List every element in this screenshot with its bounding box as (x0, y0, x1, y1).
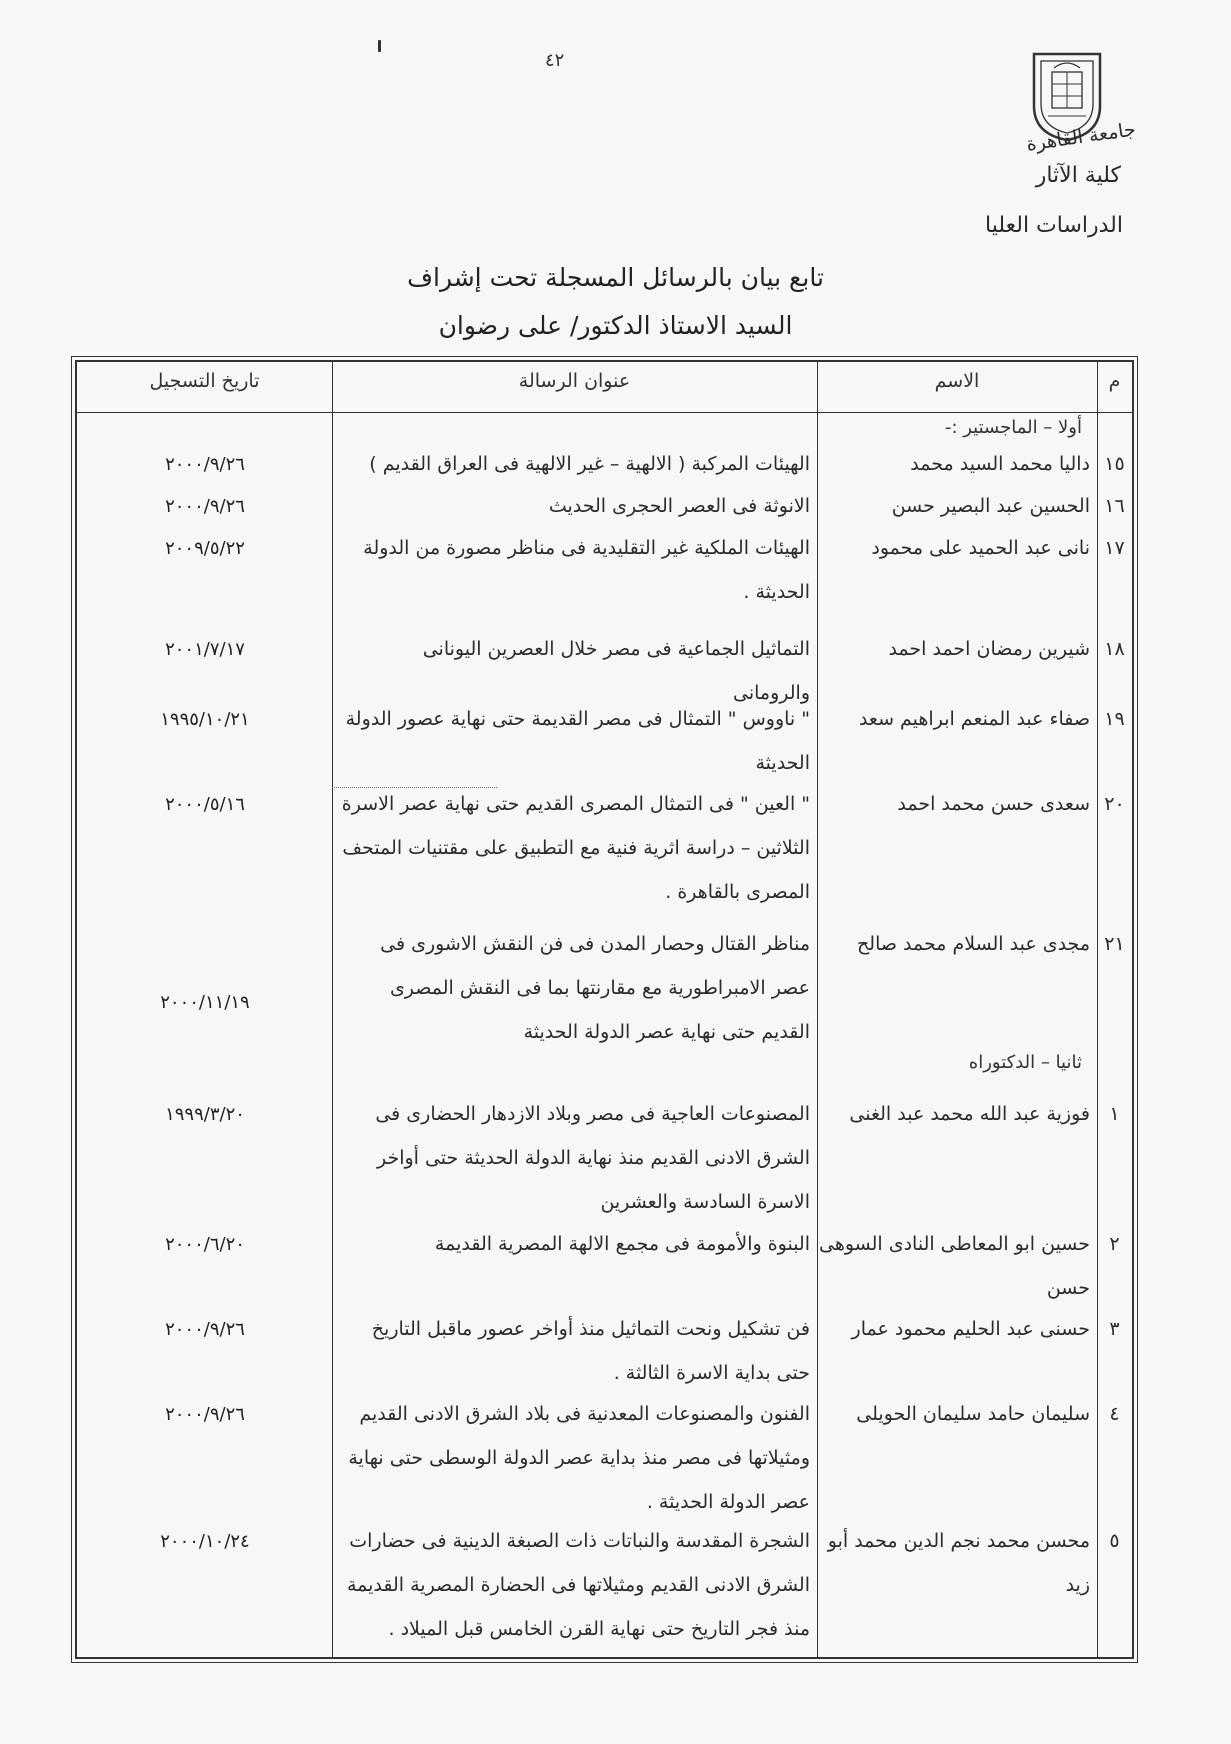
student-name: الحسين عبد البصير حسن (891, 495, 1090, 517)
thesis-title: " ناووس " التمثال فى مصر القديمة حتى نهاية عصور الدولة الحديثة (345, 708, 810, 774)
row-number: ١ (1109, 1103, 1120, 1125)
header-divider (77, 412, 1132, 413)
department-name: الدراسات العليا (985, 213, 1123, 238)
document-title-line1: تابع بيان بالرسائل المسجلة تحت إشراف (407, 263, 824, 292)
student-name: صفاء عبد المنعم ابراهيم سعد (858, 708, 1090, 730)
registration-date: ٢٠٠٠/٦/٢٠ (165, 1234, 245, 1255)
row-number: ٣ (1109, 1318, 1120, 1340)
row-number: ١٨ (1104, 638, 1125, 660)
student-name: حسين ابو المعاطى النادى السوهى حسن (818, 1233, 1090, 1299)
row-number: ٤ (1109, 1403, 1120, 1425)
university-name: جامعة القاهرة (1024, 118, 1137, 156)
thesis-title: فن تشكيل ونحت التماثيل منذ أواخر عصور ماقبل التاريخ حتى بداية الاسرة الثالثة . (371, 1318, 810, 1384)
row-number: ٢٠ (1104, 793, 1125, 815)
registration-date: ٢٠٠٠/٩/٢٦ (165, 1404, 245, 1425)
student-name: نانى عبد الحميد على محمود (871, 537, 1090, 559)
student-name: فوزية عبد الله محمد عبد الغنى (849, 1103, 1090, 1125)
row-number: ٢ (1109, 1233, 1120, 1255)
header-date: تاريخ التسجيل (149, 370, 260, 392)
student-name: محسن محمد نجم الدين محمد أبو زيد (827, 1530, 1090, 1596)
registration-date: ٢٠٠٠/٩/٢٦ (165, 454, 245, 475)
row-number: ١٦ (1104, 495, 1125, 517)
header-num: م (1108, 370, 1121, 392)
thesis-title: الانوثة فى العصر الحجرى الحديث (548, 495, 810, 517)
registration-date: ٢٠٠٠/١١/١٩ (160, 992, 250, 1013)
thesis-title: البنوة والأمومة فى مجمع الالهة المصرية القديمة (434, 1233, 810, 1255)
thesis-title: الشجرة المقدسة والنباتات ذات الصبغة الدينية فى حضارات الشرق الادنى القديم ومثيلاتها فى الحضارة المصرية القديمة منذ فجر التاريخ حتى نهاية القرن الخامس قبل الميلاد . (346, 1530, 810, 1640)
column-divider (332, 362, 333, 1657)
thesis-title: مناظر القتال وحصار المدن فى فن النقش الاشورى فى عصر الامبراطورية مع مقارنتها بما فى النقش المصرى القديم حتى نهاية عصر الدولة الحديثة (380, 933, 810, 1043)
registration-date: ٢٠٠١/٧/١٧ (165, 639, 245, 660)
student-name: حسنى عبد الحليم محمود عمار (851, 1318, 1090, 1340)
row-number: ١٩ (1104, 708, 1125, 730)
registration-date: ٢٠٠٠/٩/٢٦ (165, 1319, 245, 1340)
thesis-title: الفنون والمصنوعات المعدنية فى بلاد الشرق الادنى القديم ومثيلاتها فى مصر منذ بداية عصر الدولة الوسطى حتى نهاية عصر الدولة الحديثة . (348, 1403, 810, 1513)
header-name: الاسم (934, 370, 980, 392)
thesis-title: الهيئات الملكية غير التقليدية فى مناظر مصورة من الدولة الحديثة . (363, 537, 810, 603)
thesis-title: " العين " فى التمثال المصرى القديم حتى نهاية عصر الاسرة الثلاثين – دراسة اثرية فنية مع التطبيق على مقتنيات المتحف المصرى بالقاهرة . (341, 793, 810, 903)
thesis-title: المصنوعات العاجية فى مصر وبلاد الازدهار الحضارى فى الشرق الادنى القديم منذ نهاية الدولة الحديثة حتى أواخر الاسرة السادسة والعشرين (375, 1103, 810, 1213)
registration-date: ٢٠٠٩/٥/٢٢ (165, 538, 245, 559)
registration-date: ٢٠٠٠/٩/٢٦ (165, 496, 245, 517)
student-name: داليا محمد السيد محمد (910, 453, 1090, 475)
page-number: ٤٢ (545, 50, 565, 71)
student-name: مجدى عبد السلام محمد صالح (857, 933, 1090, 955)
student-name: شيرين رمضان احمد احمد (888, 638, 1090, 660)
registration-date: ٢٠٠٠/٥/١٦ (165, 794, 245, 815)
registration-date: ١٩٩٩/٣/٢٠ (165, 1104, 245, 1125)
row-number: ٢١ (1104, 933, 1125, 955)
row-number: ١٥ (1104, 453, 1125, 475)
student-name: سعدى حسن محمد احمد (897, 793, 1090, 815)
row-number: ٥ (1109, 1530, 1120, 1552)
document-title-line2: السيد الاستاذ الدكتور/ على رضوان (438, 311, 793, 340)
registration-date: ١٩٩٥/١٠/٢١ (160, 709, 250, 730)
scan-mark (378, 40, 381, 52)
thesis-title: التماثيل الجماعية فى مصر خلال العصرين اليونانى والرومانى (422, 638, 810, 704)
section-doctorate: ثانيا – الدكتوراه (968, 1052, 1082, 1073)
theses-table (75, 360, 1134, 1659)
student-name: سليمان حامد سليمان الحويلى (856, 1403, 1090, 1425)
section-masters: أولا – الماجستير :- (944, 417, 1082, 438)
thesis-title: الهيئات المركبة ( الالهية – غير الالهية فى العراق القديم ) (369, 453, 810, 475)
header-title: عنوان الرسالة (518, 370, 631, 392)
row-number: ١٧ (1104, 537, 1125, 559)
registration-date: ٢٠٠٠/١٠/٢٤ (160, 1531, 250, 1552)
faculty-name: كلية الآثار (1035, 163, 1121, 188)
